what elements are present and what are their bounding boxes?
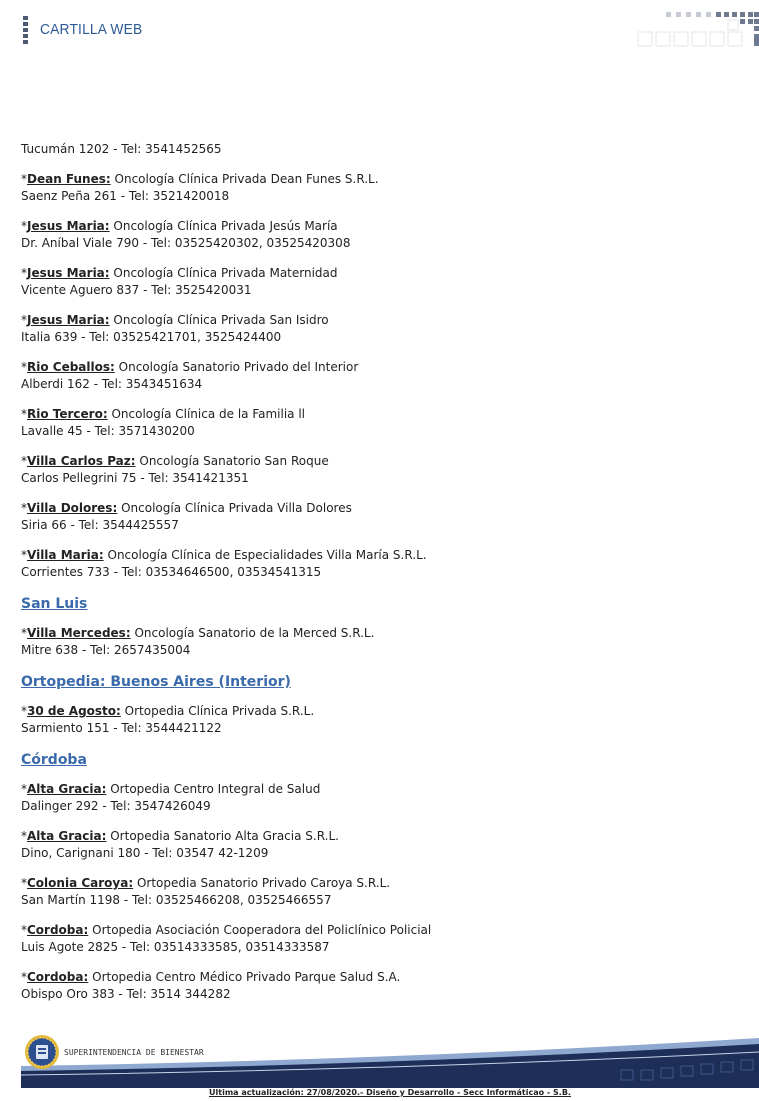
provider-address: Mitre 638 - Tel: 2657435004 [21,643,191,657]
provider-entry: *Cordoba: Ortopedia Centro Médico Privado Parque Salud S.A. Obispo Oro 383 - Tel: 3514 344282 [21,970,401,1001]
provider-entry: *30 de Agosto: Ortopedia Clínica Privada S.R.L. Sarmiento 151 - Tel: 3544421122 [21,704,315,735]
provider-locality-link[interactable]: Rio Tercero: [27,407,108,421]
provider-address: Vicente Aguero 837 - Tel: 3525420031 [21,283,252,297]
region-heading-link[interactable]: Buenos Aires (Interior) [110,674,291,690]
provider-group-san-luis [21,594,741,659]
provider-address: Corrientes 733 - Tel: 03534646500, 03534541315 [21,565,322,579]
provider-entry: *Dean Funes: Oncología Clínica Privada Dean Funes S.R.L. Saenz Peña 261 - Tel: 3521420018 [21,172,379,203]
provider-name: Ortopedia Centro Integral de Salud [110,782,321,796]
provider-entry: *Alta Gracia: Ortopedia Centro Integral de Salud Dalinger 292 - Tel: 3547426049 [21,782,321,813]
provider-name: Oncología Clínica Privada Villa Dolores [121,501,352,515]
provider-locality-link[interactable]: 30 de Agosto: [27,704,121,718]
provider-entry: *Jesus Maria: Oncología Clínica Privada San Isidro Italia 639 - Tel: 03525421701, 3525424400 [21,313,329,344]
section-heading-cordoba[interactable]: Córdoba [21,752,87,768]
providers-list [21,141,741,1016]
provider-name: Oncología Sanatorio Privado del Interior [118,360,359,374]
provider-address: Dr. Aníbal Viale 790 - Tel: 03525420302, 03525420308 [21,236,351,250]
header-tiles-decoration [636,12,759,48]
section-heading-san-luis[interactable]: San Luis [21,596,88,612]
provider-name: Oncología Clínica de la Familia ll [111,407,306,421]
provider-name: Oncología Sanatorio San Roque [139,454,329,468]
provider-name: Ortopedia Centro Médico Privado Parque Salud S.A. [92,970,401,984]
provider-address: Obispo Oro 383 - Tel: 3514 344282 [21,987,231,1001]
provider-locality-link[interactable]: Alta Gracia: [27,782,107,796]
provider-address: Dino, Carignani 180 - Tel: 03547 42-1209 [21,846,269,860]
provider-name: Oncología Sanatorio de la Merced S.R.L. [134,626,375,640]
provider-group-cordoba-oncologia [21,171,741,581]
provider-name: Ortopedia Sanatorio Privado Caroya S.R.L. [136,876,391,890]
superintendencia-seal-icon [24,1034,60,1070]
provider-entry: *Cordoba: Ortopedia Asociación Cooperadora del Policlínico Policial Luis Agote 2825 - Tel: 03514333585, 03514333587 [21,923,432,954]
page-header-title: CARTILLA WEB [40,21,143,38]
provider-entry: *Alta Gracia: Ortopedia Sanatorio Alta Gracia S.R.L. Dino, Carignani 180 - Tel: 03547 42-1209 [21,829,339,860]
provider-locality-link[interactable]: Cordoba: [27,923,89,937]
provider-locality-link[interactable]: Villa Carlos Paz: [27,454,136,468]
provider-group-cordoba-ortopedia [21,750,741,1003]
provider-locality-link[interactable]: Jesus Maria: [27,313,110,327]
provider-address: San Martín 1198 - Tel: 03525466208, 03525466557 [21,893,332,907]
provider-locality-link[interactable]: Colonia Caroya: [27,876,134,890]
provider-locality-link[interactable]: Villa Maria: [27,548,104,562]
provider-locality-link[interactable]: Villa Dolores: [27,501,118,515]
provider-entry: *Villa Carlos Paz: Oncología Sanatorio San Roque Carlos Pellegrini 75 - Tel: 3541421351 [21,454,329,485]
provider-locality-link[interactable]: Rio Ceballos: [27,360,115,374]
provider-group-ortopedia-buenos-aires [21,672,741,737]
provider-address: Saenz Peña 261 - Tel: 3521420018 [21,189,230,203]
provider-name: Ortopedia Asociación Cooperadora del Policlínico Policial [92,923,432,937]
provider-address: Luis Agote 2825 - Tel: 03514333585, 03514333587 [21,940,330,954]
provider-address: Sarmiento 151 - Tel: 3544421122 [21,721,222,735]
provider-name: Oncología Clínica Privada Maternidad [113,266,338,280]
provider-name: Oncología Clínica Privada San Isidro [113,313,329,327]
footer-last-update: Ultima actualización: 27/08/2020.- Diseño y Desarrollo - Secc Informáticao - S.B. [209,1088,571,1097]
provider-locality-link[interactable]: Villa Mercedes: [27,626,131,640]
footer-wave-graphic [21,1030,759,1088]
footer-organization-name: SUPERINTENDENCIA DE BIENESTAR [64,1048,204,1057]
provider-name: Oncología Clínica de Especialidades Villa María S.R.L. [107,548,427,562]
provider-entry: *Jesus Maria: Oncología Clínica Privada Jesús María Dr. Aníbal Viale 790 - Tel: 03525420302, 03525420308 [21,219,351,250]
provider-entry: *Villa Dolores: Oncología Clínica Privada Villa Dolores Siria 66 - Tel: 3544425557 [21,501,352,532]
provider-name: Ortopedia Sanatorio Alta Gracia S.R.L. [110,829,339,843]
provider-entry: *Jesus Maria: Oncología Clínica Privada Maternidad Vicente Aguero 837 - Tel: 3525420031 [21,266,338,297]
provider-entry: *Colonia Caroya: Ortopedia Sanatorio Privado Caroya S.R.L. San Martín 1198 - Tel: 03525466208, 03525466557 [21,876,391,907]
provider-address: Lavalle 45 - Tel: 3571430200 [21,424,195,438]
section-heading-ortopedia [21,672,741,692]
provider-locality-link[interactable]: Jesus Maria: [27,219,110,233]
provider-address: Alberdi 162 - Tel: 3543451634 [21,377,203,391]
provider-entry: *Rio Ceballos: Oncología Sanatorio Privado del Interior Alberdi 162 - Tel: 3543451634 [21,360,359,391]
provider-locality-link[interactable]: Alta Gracia: [27,829,107,843]
provider-locality-link[interactable]: Dean Funes: [27,172,111,186]
provider-address: Carlos Pellegrini 75 - Tel: 3541421351 [21,471,249,485]
provider-entry: *Rio Tercero: Oncología Clínica de la Familia ll Lavalle 45 - Tel: 3571430200 [21,407,306,438]
provider-name: Ortopedia Clínica Privada S.R.L. [124,704,315,718]
specialty-heading-link[interactable]: Ortopedia: [21,674,106,690]
provider-locality-link[interactable]: Jesus Maria: [27,266,110,280]
provider-address: Siria 66 - Tel: 3544425557 [21,518,179,532]
provider-locality-link[interactable]: Cordoba: [27,970,89,984]
continued-address-line: Tucumán 1202 - Tel: 3541452565 [21,142,222,156]
provider-address: Italia 639 - Tel: 03525421701, 3525424400 [21,330,282,344]
provider-address: Dalinger 292 - Tel: 3547426049 [21,799,211,813]
provider-entry: *Villa Maria: Oncología Clínica de Especialidades Villa María S.R.L. Corrientes 733 - Tel: 03534646500, 03534541315 [21,548,427,579]
provider-name: Oncología Clínica Privada Dean Funes S.R.L. [114,172,379,186]
provider-name: Oncología Clínica Privada Jesús María [113,219,338,233]
header-accent-bar [23,16,28,46]
provider-entry: *Villa Mercedes: Oncología Sanatorio de la Merced S.R.L. Mitre 638 - Tel: 2657435004 [21,626,375,657]
